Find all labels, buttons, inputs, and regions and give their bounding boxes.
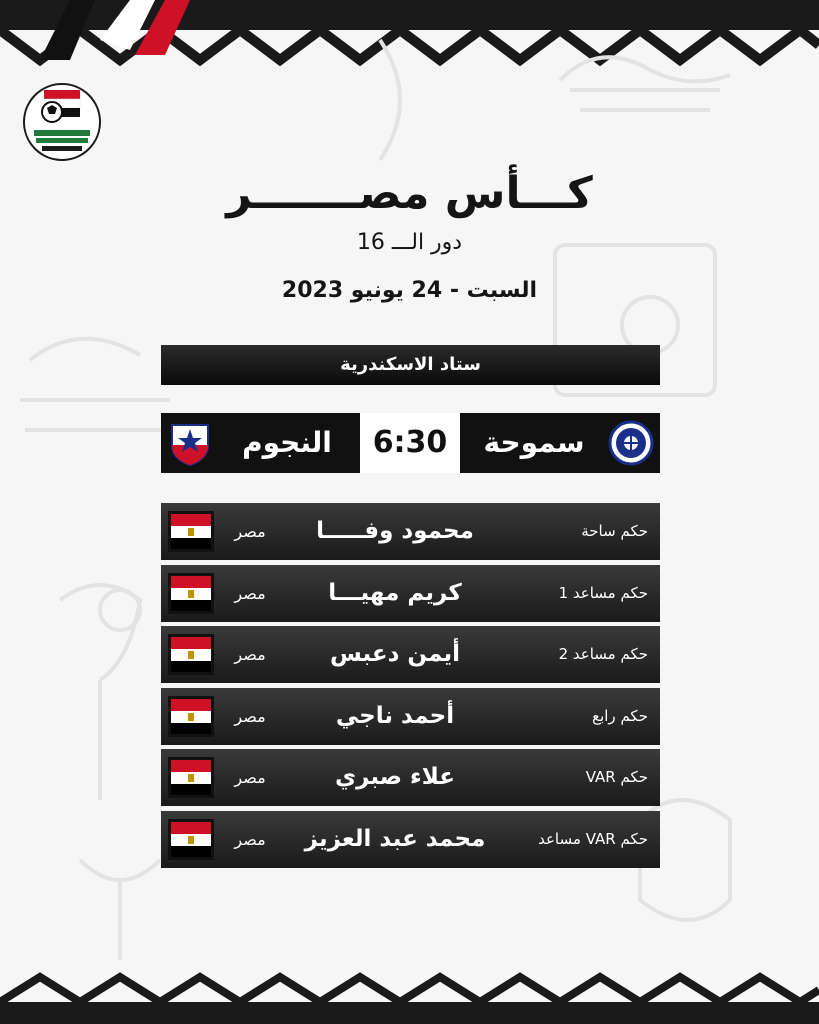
official-name: محمود وفـــــا	[316, 518, 474, 544]
egypt-flag-icon	[168, 511, 214, 552]
home-team-name: سموحة	[483, 426, 585, 459]
official-country: مصر	[234, 768, 266, 787]
kickoff-time: 6:30	[360, 413, 460, 473]
official-name: محمد عبد العزيز	[304, 826, 486, 852]
egypt-flag-icon	[168, 634, 214, 675]
official-row-referee	[161, 503, 660, 560]
official-role: حكم VAR	[585, 768, 648, 786]
egyptian-fa-logo	[22, 82, 102, 162]
egypt-flag-icon	[168, 819, 214, 860]
bottom-pattern-band	[0, 972, 819, 1024]
official-country: مصر	[234, 830, 266, 849]
smouha-crest-icon	[608, 420, 654, 466]
official-country: مصر	[234, 522, 266, 541]
official-role: حكم مساعد 1	[558, 584, 648, 602]
away-team-name: النجوم	[242, 426, 332, 459]
official-name: أحمد ناجي	[335, 703, 455, 729]
egypt-flag-icon	[168, 757, 214, 798]
official-role: حكم مساعد 2	[558, 645, 648, 663]
official-row-assistant-1	[161, 565, 660, 622]
official-role: حكم رابع	[592, 707, 648, 725]
official-row-assistant-2	[161, 626, 660, 683]
official-row-avar	[161, 811, 660, 868]
official-role: حكم ساحة	[581, 522, 648, 540]
official-name: أيمن دعبس	[329, 641, 461, 667]
stadium-banner: ستاد الاسكندرية	[161, 345, 660, 385]
official-name: علاء صبري	[335, 764, 455, 790]
official-country: مصر	[234, 584, 266, 603]
official-row-fourth	[161, 688, 660, 745]
official-country: مصر	[234, 707, 266, 726]
official-name: كريم مهيـــا	[328, 580, 462, 606]
match-bar	[161, 413, 660, 473]
competition-title: كـــأس مصـــــــر	[226, 168, 593, 219]
match-date: السبت - 24 يونيو 2023	[281, 278, 538, 303]
egypt-flag-icon	[168, 573, 214, 614]
round-label: دور الـــ 16	[356, 230, 463, 255]
official-country: مصر	[234, 645, 266, 664]
official-role: حكم VAR مساعد	[538, 830, 648, 848]
official-row-var	[161, 749, 660, 806]
egypt-flag-icon	[168, 696, 214, 737]
el-nogoom-crest-icon	[167, 420, 213, 466]
